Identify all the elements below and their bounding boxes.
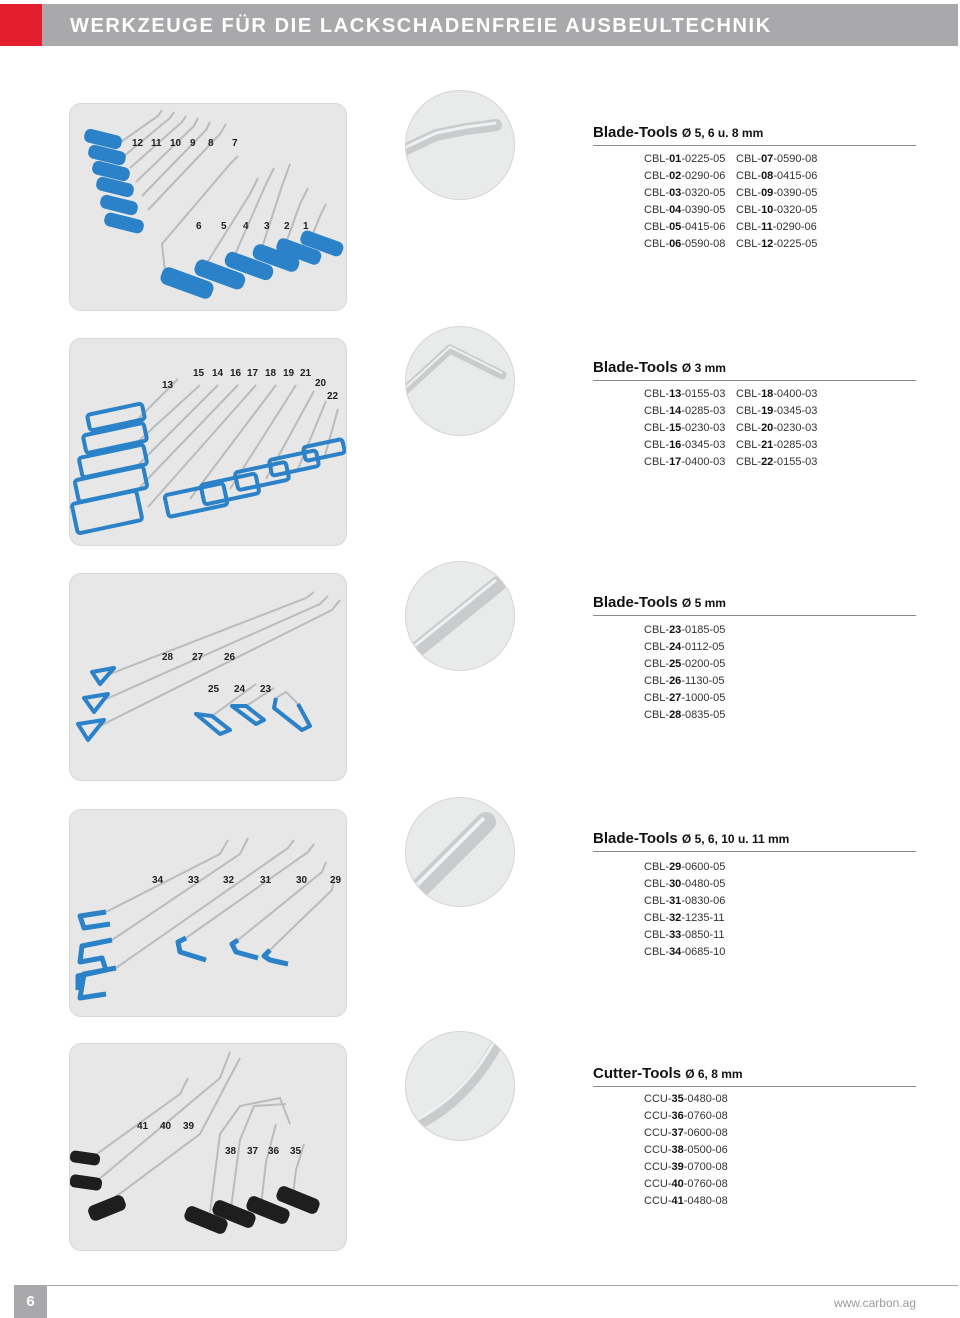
tool-number: 18 — [265, 368, 277, 379]
product-photo-blade-tools-2 — [69, 338, 347, 546]
header-red-block — [0, 4, 42, 46]
tool-number: 3 — [264, 221, 270, 232]
tip-detail-circle — [405, 90, 515, 200]
tool-number: 9 — [190, 138, 196, 149]
tool-number: 17 — [247, 368, 259, 379]
tool-number: 29 — [330, 875, 342, 886]
tool-number: 7 — [232, 138, 238, 149]
product-photo-cutter-tools — [69, 1043, 347, 1251]
tool-number: 41 — [137, 1121, 149, 1132]
tool-number: 33 — [188, 875, 200, 886]
product-photo-blade-tools-3 — [69, 573, 347, 781]
tool-number: 19 — [283, 368, 295, 379]
tool-number: 10 — [170, 138, 182, 149]
tool-number: 22 — [327, 391, 339, 402]
product-photo-blade-tools-1 — [69, 103, 347, 311]
product-code-list: CBL-23-0185-05 CBL-24-0112-05 CBL-25-0200-05 CBL-26-1130-05 CBL-27-1000-05 CBL-28-0835-05 — [644, 624, 726, 721]
tool-number: 34 — [152, 875, 164, 886]
tip-detail-illustration — [406, 798, 515, 907]
footer-url: www.carbon.ag — [833, 1296, 916, 1310]
product-code-list: CCU-35-0480-08 CCU-36-0760-08 CCU-37-0600-08 CCU-38-0500-06 CCU-39-0700-08 CCU-40-0760-08 CCU-41-0480-08 — [644, 1093, 728, 1207]
tool-number: 1 — [303, 221, 309, 232]
tool-number: 24 — [234, 684, 246, 695]
tool-number: 31 — [260, 875, 272, 886]
tip-detail-circle — [405, 1031, 515, 1141]
tip-detail-illustration — [406, 1032, 515, 1141]
tool-number: 35 — [290, 1146, 302, 1157]
tool-number: 14 — [212, 368, 224, 379]
tool-number: 39 — [183, 1121, 195, 1132]
tip-detail-illustration — [406, 91, 515, 200]
tool-number: 11 — [151, 138, 162, 149]
tool-number: 27 — [192, 652, 204, 663]
product-code-list: CBL-01-0225-05 CBL-07-0590-08 CBL-02-0290-06 CBL-08-0415-06 CBL-03-0320-05 CBL-09-0390-05 CBL-04-0390-05 CBL-10-0320-05 CBL-05-0415-06 CBL-11-0290-06 CBL-06-0590-08 CBL-12-0225-05 — [644, 153, 818, 250]
product-photo-blade-tools-4 — [69, 809, 347, 1017]
section-title: Cutter-Tools Ø 6, 8 mm — [593, 1065, 916, 1087]
tool-number: 25 — [208, 684, 220, 695]
tool-number: 30 — [296, 875, 308, 886]
tools-illustration — [70, 574, 347, 781]
product-code-list: CBL-29-0600-05 CBL-30-0480-05 CBL-31-0830-06 CBL-32-1235-11 CBL-33-0850-11 CBL-34-0685-10 — [644, 861, 726, 958]
page-header — [0, 4, 960, 46]
product-code-list: CBL-13-0155-03 CBL-18-0400-03 CBL-14-0285-03 CBL-19-0345-03 CBL-15-0230-03 CBL-20-0230-03 CBL-16-0345-03 CBL-21-0285-03 CBL-17-0400-03 CBL-22-0155-03 — [644, 388, 818, 468]
tip-detail-circle — [405, 561, 515, 671]
tip-detail-illustration — [406, 562, 515, 671]
tools-illustration — [70, 810, 347, 1017]
tool-number: 37 — [247, 1146, 259, 1157]
tool-number: 8 — [208, 138, 214, 149]
tool-number: 5 — [221, 221, 227, 232]
tip-detail-circle — [405, 797, 515, 907]
tip-detail-illustration — [406, 327, 515, 436]
tool-number: 20 — [315, 378, 327, 389]
tool-number: 6 — [196, 221, 202, 232]
tool-number: 38 — [225, 1146, 237, 1157]
page-number: 6 — [14, 1285, 47, 1318]
tool-number: 40 — [160, 1121, 172, 1132]
tip-detail-circle — [405, 326, 515, 436]
tool-number: 12 — [132, 138, 144, 149]
page-title: WERKZEUGE FÜR DIE LACKSCHADENFREIE AUSBEULTECHNIK — [70, 15, 772, 37]
tools-illustration — [70, 104, 347, 311]
section-title: Blade-Tools Ø 5 mm — [593, 594, 916, 616]
tool-number: 2 — [284, 221, 290, 232]
tool-number: 21 — [300, 368, 312, 379]
tool-number: 4 — [243, 221, 249, 232]
tool-number: 23 — [260, 684, 272, 695]
tool-number: 13 — [162, 380, 174, 391]
section-title: Blade-Tools Ø 5, 6 u. 8 mm — [593, 124, 916, 146]
tools-illustration — [70, 1044, 347, 1251]
tool-number: 28 — [162, 652, 174, 663]
tool-number: 15 — [193, 368, 205, 379]
footer-divider — [14, 1285, 958, 1286]
section-title: Blade-Tools Ø 3 mm — [593, 359, 916, 381]
section-title: Blade-Tools Ø 5, 6, 10 u. 11 mm — [593, 830, 916, 852]
tool-number: 26 — [224, 652, 236, 663]
tool-number: 32 — [223, 875, 235, 886]
tool-number: 36 — [268, 1146, 280, 1157]
tool-number: 16 — [230, 368, 242, 379]
